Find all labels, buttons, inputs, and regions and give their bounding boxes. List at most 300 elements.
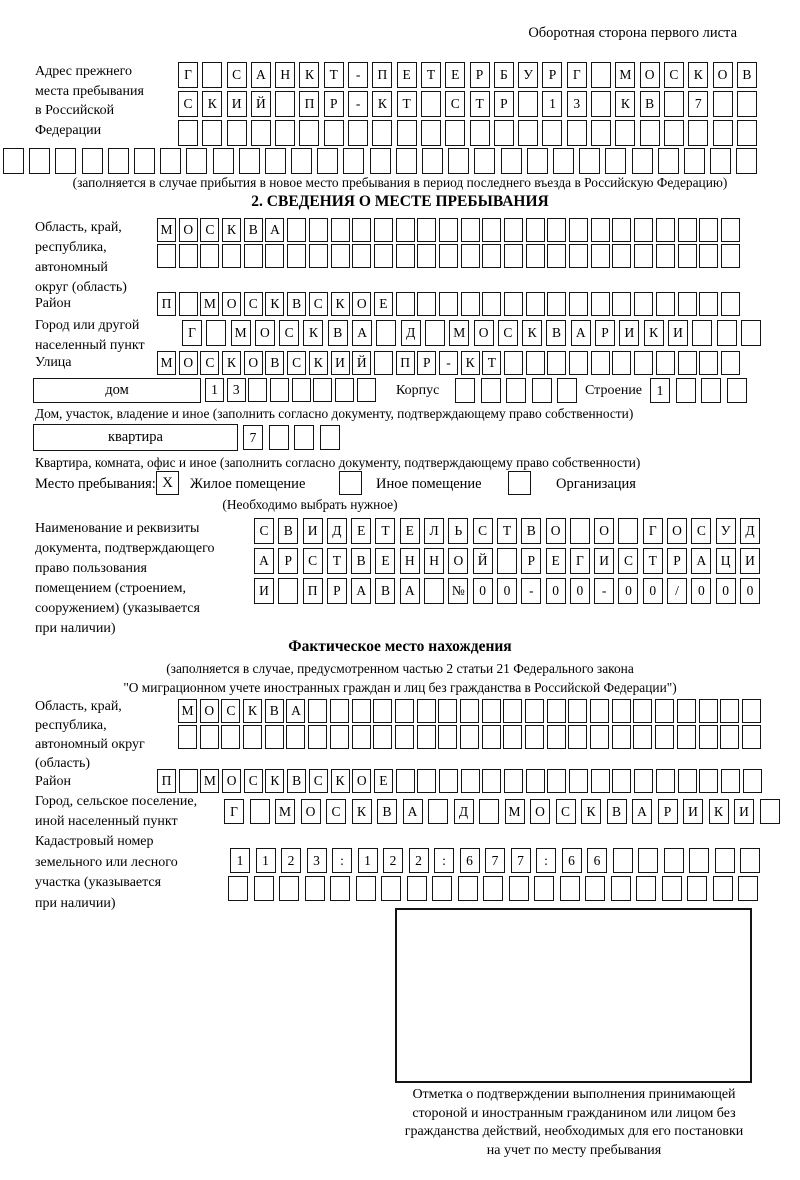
char-box[interactable] <box>320 425 340 450</box>
char-box[interactable] <box>526 351 545 375</box>
char-box[interactable]: 6 <box>460 848 480 873</box>
char-box[interactable] <box>503 699 522 723</box>
char-box[interactable] <box>82 148 103 174</box>
char-box[interactable] <box>638 848 658 873</box>
char-box[interactable] <box>330 876 350 901</box>
char-box[interactable]: В <box>521 518 541 544</box>
char-box[interactable]: 6 <box>562 848 582 873</box>
char-box[interactable]: П <box>299 91 319 117</box>
char-box[interactable]: С <box>287 351 306 375</box>
char-box[interactable] <box>317 148 338 174</box>
char-box[interactable] <box>677 699 696 723</box>
char-box[interactable]: С <box>498 320 518 346</box>
char-box[interactable]: Е <box>397 62 417 88</box>
char-box[interactable]: Й <box>473 548 493 574</box>
char-box[interactable] <box>374 218 393 242</box>
char-box[interactable]: А <box>691 548 711 574</box>
char-box[interactable]: Н <box>400 548 420 574</box>
char-box[interactable]: В <box>546 320 566 346</box>
char-box[interactable]: А <box>351 578 371 604</box>
char-box[interactable]: С <box>309 292 328 316</box>
char-box[interactable] <box>494 120 514 146</box>
char-box[interactable] <box>547 725 566 749</box>
char-box[interactable] <box>438 725 457 749</box>
char-box[interactable] <box>439 769 458 793</box>
char-box[interactable] <box>461 218 480 242</box>
char-box[interactable]: 2 <box>383 848 403 873</box>
char-box[interactable] <box>699 769 718 793</box>
char-box[interactable] <box>335 378 354 402</box>
char-box[interactable] <box>248 378 267 402</box>
char-box[interactable] <box>395 725 414 749</box>
char-box[interactable] <box>684 148 705 174</box>
char-box[interactable]: - <box>594 578 614 604</box>
char-box[interactable] <box>699 244 718 268</box>
char-box[interactable]: А <box>571 320 591 346</box>
char-box[interactable] <box>397 120 417 146</box>
checkbox-residential[interactable]: X <box>156 471 179 495</box>
char-box[interactable] <box>664 848 684 873</box>
char-box[interactable] <box>701 378 721 403</box>
char-box[interactable]: Ц <box>716 548 736 574</box>
char-box[interactable]: О <box>352 292 371 316</box>
char-box[interactable] <box>275 120 295 146</box>
char-box[interactable] <box>547 218 566 242</box>
char-box[interactable] <box>579 148 600 174</box>
char-box[interactable] <box>202 62 222 88</box>
char-box[interactable] <box>504 292 523 316</box>
char-box[interactable] <box>370 148 391 174</box>
char-box[interactable]: С <box>178 91 198 117</box>
char-box[interactable] <box>568 725 587 749</box>
char-box[interactable] <box>611 876 631 901</box>
char-box[interactable]: Т <box>497 518 517 544</box>
char-box[interactable] <box>569 218 588 242</box>
char-box[interactable]: А <box>352 320 372 346</box>
char-box[interactable] <box>640 120 660 146</box>
char-box[interactable] <box>422 148 443 174</box>
char-box[interactable] <box>634 769 653 793</box>
char-box[interactable]: 0 <box>497 578 517 604</box>
char-box[interactable] <box>678 292 697 316</box>
char-box[interactable] <box>265 244 284 268</box>
char-box[interactable] <box>179 244 198 268</box>
char-box[interactable] <box>222 244 241 268</box>
char-box[interactable] <box>547 244 566 268</box>
char-box[interactable]: К <box>265 769 284 793</box>
char-box[interactable]: Р <box>595 320 615 346</box>
char-box[interactable]: В <box>287 769 306 793</box>
char-box[interactable] <box>343 148 364 174</box>
char-box[interactable] <box>372 120 392 146</box>
char-box[interactable] <box>305 876 325 901</box>
char-box[interactable] <box>461 244 480 268</box>
char-box[interactable]: Й <box>352 351 371 375</box>
char-box[interactable] <box>612 244 631 268</box>
char-box[interactable] <box>481 378 501 403</box>
char-box[interactable]: 1 <box>256 848 276 873</box>
char-box[interactable]: А <box>265 218 284 242</box>
char-box[interactable] <box>569 351 588 375</box>
char-box[interactable] <box>269 425 289 450</box>
char-box[interactable] <box>503 725 522 749</box>
char-box[interactable]: 3 <box>307 848 327 873</box>
char-box[interactable] <box>313 378 332 402</box>
char-box[interactable] <box>482 725 501 749</box>
char-box[interactable] <box>239 148 260 174</box>
char-box[interactable]: П <box>372 62 392 88</box>
char-box[interactable]: С <box>664 62 684 88</box>
char-box[interactable] <box>291 148 312 174</box>
char-box[interactable] <box>356 876 376 901</box>
char-box[interactable]: 1 <box>230 848 250 873</box>
char-box[interactable] <box>605 148 626 174</box>
char-box[interactable] <box>292 378 311 402</box>
char-box[interactable]: С <box>254 518 274 544</box>
char-box[interactable]: М <box>178 699 197 723</box>
char-box[interactable] <box>553 148 574 174</box>
char-box[interactable]: И <box>303 518 323 544</box>
char-box[interactable] <box>742 699 761 723</box>
char-box[interactable] <box>157 244 176 268</box>
char-box[interactable]: Р <box>470 62 490 88</box>
char-box[interactable]: Н <box>424 548 444 574</box>
char-box[interactable] <box>664 120 684 146</box>
char-box[interactable]: К <box>222 218 241 242</box>
char-box[interactable] <box>547 292 566 316</box>
char-box[interactable] <box>417 292 436 316</box>
char-box[interactable] <box>324 120 344 146</box>
char-box[interactable]: К <box>331 292 350 316</box>
char-box[interactable] <box>615 120 635 146</box>
char-box[interactable]: 3 <box>567 91 587 117</box>
char-box[interactable] <box>591 91 611 117</box>
char-box[interactable] <box>688 120 708 146</box>
char-box[interactable]: М <box>615 62 635 88</box>
char-box[interactable] <box>428 799 448 824</box>
char-box[interactable] <box>417 769 436 793</box>
char-box[interactable] <box>656 244 675 268</box>
char-box[interactable]: С <box>445 91 465 117</box>
char-box[interactable] <box>243 725 262 749</box>
char-box[interactable] <box>738 876 758 901</box>
char-box[interactable]: М <box>449 320 469 346</box>
char-box[interactable] <box>717 320 737 346</box>
char-box[interactable] <box>213 148 234 174</box>
char-box[interactable]: Р <box>324 91 344 117</box>
char-box[interactable] <box>692 320 712 346</box>
char-box[interactable]: С <box>309 769 328 793</box>
char-box[interactable]: Г <box>224 799 244 824</box>
char-box[interactable] <box>526 769 545 793</box>
char-box[interactable] <box>678 218 697 242</box>
char-box[interactable]: К <box>352 799 372 824</box>
char-box[interactable] <box>160 148 181 174</box>
char-box[interactable] <box>569 769 588 793</box>
char-box[interactable]: К <box>299 62 319 88</box>
char-box[interactable]: № <box>448 578 468 604</box>
char-box[interactable] <box>727 378 747 403</box>
char-box[interactable]: 0 <box>618 578 638 604</box>
char-box[interactable] <box>612 351 631 375</box>
char-box[interactable]: Т <box>324 62 344 88</box>
char-box[interactable]: С <box>279 320 299 346</box>
char-box[interactable]: И <box>668 320 688 346</box>
char-box[interactable]: К <box>372 91 392 117</box>
char-box[interactable]: С <box>221 699 240 723</box>
char-box[interactable]: О <box>244 351 263 375</box>
char-box[interactable] <box>352 218 371 242</box>
char-box[interactable]: М <box>275 799 295 824</box>
char-box[interactable] <box>699 725 718 749</box>
char-box[interactable] <box>348 120 368 146</box>
char-box[interactable] <box>656 218 675 242</box>
char-box[interactable]: 0 <box>570 578 590 604</box>
char-box[interactable] <box>455 378 475 403</box>
char-box[interactable]: А <box>286 699 305 723</box>
char-box[interactable] <box>417 699 436 723</box>
char-box[interactable] <box>736 148 757 174</box>
char-box[interactable]: Е <box>351 518 371 544</box>
char-box[interactable]: А <box>403 799 423 824</box>
char-box[interactable] <box>656 292 675 316</box>
char-box[interactable] <box>504 351 523 375</box>
char-box[interactable]: 1 <box>650 378 670 403</box>
char-box[interactable]: 1 <box>205 378 224 402</box>
char-box[interactable]: Р <box>521 548 541 574</box>
char-box[interactable]: 7 <box>688 91 708 117</box>
char-box[interactable]: О <box>200 699 219 723</box>
char-box[interactable] <box>664 91 684 117</box>
char-box[interactable]: - <box>348 62 368 88</box>
checkbox-organization[interactable] <box>508 471 531 495</box>
char-box[interactable] <box>568 699 587 723</box>
char-box[interactable]: К <box>265 292 284 316</box>
char-box[interactable] <box>721 351 740 375</box>
char-box[interactable] <box>460 699 479 723</box>
char-box[interactable] <box>713 120 733 146</box>
char-box[interactable] <box>309 218 328 242</box>
char-box[interactable]: С <box>618 548 638 574</box>
char-box[interactable]: И <box>331 351 350 375</box>
char-box[interactable]: Б <box>494 62 514 88</box>
char-box[interactable] <box>202 120 222 146</box>
char-box[interactable]: О <box>301 799 321 824</box>
char-box[interactable] <box>265 725 284 749</box>
char-box[interactable] <box>713 876 733 901</box>
char-box[interactable]: К <box>688 62 708 88</box>
char-box[interactable]: - <box>521 578 541 604</box>
char-box[interactable]: 2 <box>409 848 429 873</box>
char-box[interactable] <box>179 292 198 316</box>
char-box[interactable] <box>634 218 653 242</box>
char-box[interactable] <box>591 351 610 375</box>
char-box[interactable] <box>482 292 501 316</box>
char-box[interactable] <box>658 148 679 174</box>
char-box[interactable]: Е <box>375 548 395 574</box>
char-box[interactable] <box>3 148 24 174</box>
char-box[interactable] <box>656 351 675 375</box>
char-box[interactable]: 0 <box>473 578 493 604</box>
char-box[interactable]: О <box>474 320 494 346</box>
char-box[interactable] <box>482 218 501 242</box>
char-box[interactable] <box>287 244 306 268</box>
char-box[interactable]: : <box>434 848 454 873</box>
char-box[interactable] <box>134 148 155 174</box>
char-box[interactable]: 3 <box>227 378 246 402</box>
char-box[interactable] <box>470 120 490 146</box>
char-box[interactable]: О <box>352 769 371 793</box>
char-box[interactable] <box>715 848 735 873</box>
char-box[interactable] <box>287 218 306 242</box>
char-box[interactable] <box>542 120 562 146</box>
char-box[interactable] <box>547 351 566 375</box>
char-box[interactable] <box>417 244 436 268</box>
char-box[interactable]: О <box>594 518 614 544</box>
char-box[interactable]: В <box>640 91 660 117</box>
char-box[interactable]: К <box>615 91 635 117</box>
char-box[interactable] <box>309 244 328 268</box>
char-box[interactable] <box>373 699 392 723</box>
char-box[interactable] <box>720 725 739 749</box>
checkbox-other-premises[interactable] <box>339 471 362 495</box>
char-box[interactable] <box>737 120 757 146</box>
char-box[interactable] <box>497 548 517 574</box>
char-box[interactable] <box>570 518 590 544</box>
char-box[interactable] <box>275 91 295 117</box>
char-box[interactable]: К <box>309 351 328 375</box>
char-box[interactable] <box>439 292 458 316</box>
char-box[interactable]: С <box>473 518 493 544</box>
char-box[interactable] <box>613 848 633 873</box>
char-box[interactable]: / <box>667 578 687 604</box>
char-box[interactable] <box>425 320 445 346</box>
char-box[interactable]: В <box>375 578 395 604</box>
char-box[interactable] <box>439 244 458 268</box>
char-box[interactable]: Т <box>421 62 441 88</box>
char-box[interactable] <box>221 725 240 749</box>
char-box[interactable] <box>742 725 761 749</box>
char-box[interactable]: К <box>581 799 601 824</box>
char-box[interactable] <box>591 244 610 268</box>
char-box[interactable]: С <box>556 799 576 824</box>
char-box[interactable]: 0 <box>691 578 711 604</box>
char-box[interactable] <box>270 378 289 402</box>
char-box[interactable] <box>179 769 198 793</box>
char-box[interactable] <box>720 699 739 723</box>
char-box[interactable]: Т <box>643 548 663 574</box>
char-box[interactable]: О <box>640 62 660 88</box>
char-box[interactable]: С <box>244 292 263 316</box>
char-box[interactable]: Н <box>275 62 295 88</box>
char-box[interactable]: К <box>222 351 241 375</box>
char-box[interactable]: У <box>716 518 736 544</box>
char-box[interactable] <box>178 725 197 749</box>
char-box[interactable] <box>636 876 656 901</box>
char-box[interactable]: : <box>536 848 556 873</box>
char-box[interactable] <box>525 699 544 723</box>
char-box[interactable] <box>713 91 733 117</box>
char-box[interactable]: Р <box>658 799 678 824</box>
char-box[interactable]: О <box>179 351 198 375</box>
char-box[interactable]: И <box>254 578 274 604</box>
char-box[interactable] <box>591 120 611 146</box>
char-box[interactable] <box>374 244 393 268</box>
char-box[interactable] <box>569 292 588 316</box>
char-box[interactable]: 7 <box>511 848 531 873</box>
char-box[interactable] <box>527 148 548 174</box>
char-box[interactable] <box>591 292 610 316</box>
char-box[interactable] <box>678 244 697 268</box>
char-box[interactable] <box>721 218 740 242</box>
char-box[interactable]: 1 <box>542 91 562 117</box>
char-box[interactable] <box>55 148 76 174</box>
char-box[interactable]: М <box>157 351 176 375</box>
char-box[interactable]: О <box>255 320 275 346</box>
char-box[interactable] <box>357 378 376 402</box>
char-box[interactable] <box>532 378 552 403</box>
char-box[interactable] <box>633 725 652 749</box>
char-box[interactable]: К <box>303 320 323 346</box>
char-box[interactable]: С <box>691 518 711 544</box>
char-box[interactable] <box>677 725 696 749</box>
char-box[interactable] <box>569 244 588 268</box>
char-box[interactable]: И <box>734 799 754 824</box>
char-box[interactable]: П <box>157 769 176 793</box>
char-box[interactable] <box>655 699 674 723</box>
char-box[interactable]: К <box>461 351 480 375</box>
char-box[interactable]: Г <box>567 62 587 88</box>
char-box[interactable] <box>244 244 263 268</box>
char-box[interactable] <box>479 799 499 824</box>
char-box[interactable]: В <box>287 292 306 316</box>
char-box[interactable]: С <box>200 218 219 242</box>
char-box[interactable] <box>689 848 709 873</box>
char-box[interactable] <box>590 725 609 749</box>
char-box[interactable]: И <box>683 799 703 824</box>
char-box[interactable] <box>656 769 675 793</box>
char-box[interactable] <box>308 725 327 749</box>
char-box[interactable] <box>760 799 780 824</box>
char-box[interactable] <box>687 876 707 901</box>
char-box[interactable]: В <box>244 218 263 242</box>
char-box[interactable] <box>227 120 247 146</box>
char-box[interactable]: М <box>200 292 219 316</box>
char-box[interactable] <box>352 699 371 723</box>
char-box[interactable]: Г <box>643 518 663 544</box>
char-box[interactable] <box>662 876 682 901</box>
char-box[interactable] <box>373 725 392 749</box>
char-box[interactable]: С <box>303 548 323 574</box>
char-box[interactable] <box>278 578 298 604</box>
char-box[interactable] <box>526 218 545 242</box>
char-box[interactable] <box>421 120 441 146</box>
char-box[interactable]: П <box>157 292 176 316</box>
char-box[interactable] <box>330 699 349 723</box>
char-box[interactable]: 0 <box>643 578 663 604</box>
char-box[interactable]: Р <box>542 62 562 88</box>
char-box[interactable]: Ь <box>448 518 468 544</box>
char-box[interactable]: К <box>709 799 729 824</box>
char-box[interactable] <box>612 292 631 316</box>
char-box[interactable] <box>741 320 761 346</box>
char-box[interactable] <box>331 244 350 268</box>
char-box[interactable] <box>254 876 274 901</box>
char-box[interactable] <box>417 725 436 749</box>
char-box[interactable]: Д <box>740 518 760 544</box>
char-box[interactable] <box>331 218 350 242</box>
char-box[interactable]: Г <box>570 548 590 574</box>
